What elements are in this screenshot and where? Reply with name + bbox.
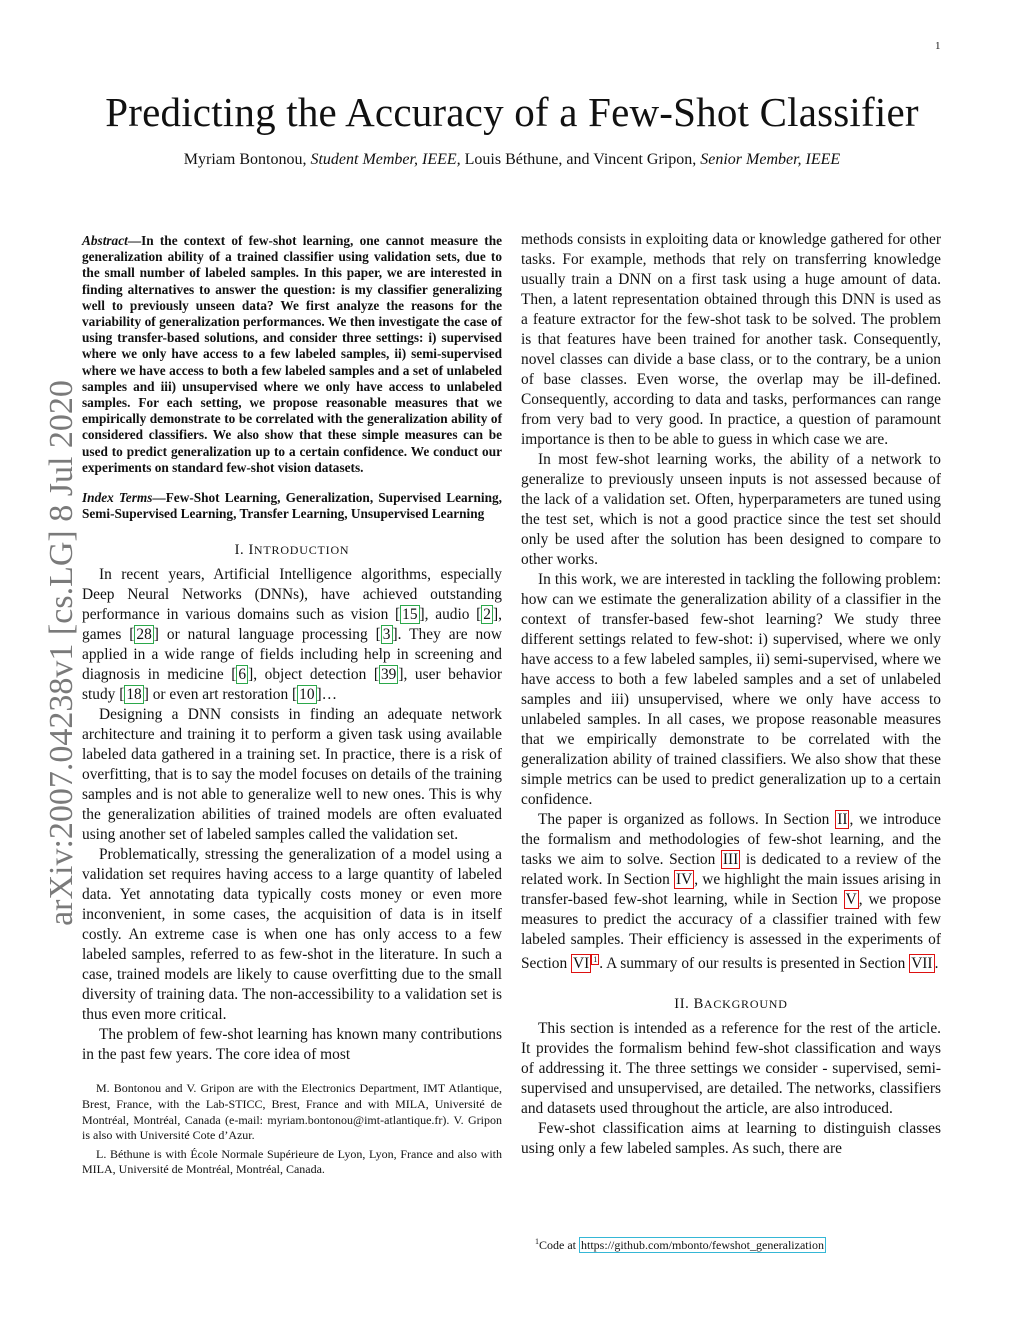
- footnote-mark-1[interactable]: 1: [593, 955, 598, 964]
- citation-6[interactable]: 6: [238, 666, 247, 684]
- text-run: , we introduce the formalism and methodologies of few-shot learning, and the tasks we aim to solve. Section: [521, 811, 942, 868]
- abstract: [82, 233, 502, 476]
- abstract-text: —In the context of few-shot learning, one cannot measure the generalization ability of a trained classifier using validation sets, due to the small number of labeled samples. In this paper, we are interested in finding alternatives to answer the question: is my classifier generalizing well to previously unseen data? We first analyze the reasons for the variability of generalization performances. We then investigate the case of using transfer-based solutions, and consider three settings: i) supervised where we only have access to a few labeled samples, ii) semi-supervised where we have access to both a few labeled samples and a set of unlabeled samples and iii) unsupervised where we only have access to unlabeled samples. For each setting, we propose reasonable measures that we empirically demonstrate to be correlated with the generalization ability of considered classifiers. We also show that these simple measures can be used to predict generalization up to a certain confidence. We conduct our experiments on standard few-shot vision datasets.: [82, 233, 502, 475]
- text-run: ], games [: [82, 606, 502, 644]
- text-run: , we propose measures to predict the accuracy of a classifier trained with few labeled samples. Their efficiency is assessed in the experiments of Section: [521, 891, 941, 973]
- background-paragraph-2: Few-shot classification aims at learning to distinguish classes using only a few labeled samples. As such, there are: [521, 1120, 941, 1158]
- right-paragraph-1: methods consists in exploiting data or knowledge gathered for other tasks. For example, methods that rely on transferring knowledge usually train a DNN on a first task using a huge amount of data. Then, a latent representation obtained through this DNN is used as a feature extractor for the few-shot task to be solved. The problem is that features have been trained for another task. Consequently, novel classes can divide a base class, or to the contrary, be a union of base classes. Even worse, the overlap may be ill-defined. Consequently, according to data and tasks, performances can range from very bad to very good. In practice, a question of paramount importance is then to be able to guess in which case we are.: [521, 231, 941, 448]
- arxiv-identifier-stamp[interactable]: arXiv:2007.04238v1 [cs.LG] 8 Jul 2020: [43, 380, 80, 926]
- background-paragraph-1: This section is intended as a reference for the rest of the article. It provides the formalism behind few-shot classification and ways of addressing it. The three settings we consider - supervised, semi-supervised and unsupervised, are detailed. The networks, classifiers and datasets used throughout the article, are also introduced.: [521, 1020, 941, 1118]
- affiliation-footnote-1: M. Bontonou and V. Gripon are with the Electronics Department, IMT Atlantique, Brest, France, with the Lab-STICC, Brest, France and with MILA, Université de Montréal, Montréal, Canada (e-mail: myriam.bontonou@imt-atlantique.fr). V. Gripon is also with Université Cote d’Azur.: [82, 1081, 502, 1143]
- citation-2[interactable]: 2: [483, 606, 491, 624]
- intro-paragraph-3: Problematically, stressing the generalization of a model using a validation set requires having access to a large quantity of labeled data. Yet annotating data typically costs money or even more inconvenient, in some cases, the acquisition of data is in itself costly. An extreme case is when one has only access to a few labeled samples, referred to as few-shot in the literature. In such a case, trained models are likely to cause overfitting due to the small diversity of training data. The non-accessibility to a validation set is thus even more critical.: [82, 846, 502, 1024]
- section-link-ii[interactable]: II: [837, 811, 848, 828]
- intro-heading-rest: NTRODUCTION: [253, 543, 350, 558]
- affiliation-footnote-2: L. Béthune is with École Normale Supérieure de Lyon, Lyon, France and also with MILA, Université de Montréal, Montréal, Canada.: [82, 1146, 502, 1177]
- code-footnote-label: Code at: [539, 1238, 579, 1252]
- citation-28[interactable]: 28: [136, 626, 152, 644]
- text-run: ]…: [316, 686, 338, 704]
- citation-10[interactable]: 10: [299, 686, 315, 704]
- citation-15[interactable]: 15: [402, 606, 418, 624]
- index-terms-text: —Few-Shot Learning, Generalization, Supervised Learning, Semi-Supervised Learning, Transfer Learning, Unsupervised Learning: [82, 490, 502, 522]
- index-terms: [82, 490, 502, 522]
- text-run: ] or even art restoration [: [143, 686, 298, 704]
- abstract-label: Abstract: [82, 233, 128, 248]
- intro-paragraph-4: The problem of few-shot learning has known many contributions in the past few years. The core idea of most: [82, 1026, 502, 1064]
- right-paragraph-2: In most few-shot learning works, the ability of a network to generalize to previously unseen inputs is not assessed because of the lack of a validation set. Often, hyperparameters are tuned using the test set, which is not a good practice since the test set should only be used after the solution has been designed to compare to other works.: [521, 451, 941, 568]
- citation-3[interactable]: 3: [382, 626, 391, 644]
- background-heading-rest: ACKGROUND: [703, 997, 788, 1012]
- paper-organization-paragraph: [521, 810, 941, 974]
- background-heading-numeral: II. B: [674, 996, 704, 1013]
- code-repository-link[interactable]: https://github.com/mbonto/fewshot_generalization: [581, 1238, 824, 1252]
- code-footnote-mark: 1: [535, 1237, 539, 1246]
- code-footnote: [521, 1234, 941, 1254]
- section-link-iii[interactable]: III: [722, 851, 739, 868]
- text-run: ] or natural language processing [: [153, 626, 381, 644]
- text-run: .: [934, 955, 939, 973]
- page-number: 1: [935, 40, 941, 52]
- citation-18[interactable]: 18: [126, 686, 142, 704]
- author-bethune-gripon: Louis Béthune, and Vincent Gripon,: [464, 151, 697, 168]
- paper-title: Predicting the Accuracy of a Few-Shot Classifier: [105, 89, 919, 135]
- intro-paragraph-2: Designing a DNN consists in finding an adequate network architecture and training it to perform a given task using available labeled data gathered in a training set. In practice, there is a risk of overfitting, that is to say the model focuses on details of the training samples and is not able to generalize well to new ones. This is why the generalization abilities of trained models are often evaluated using another set of labeled samples called the validation set.: [82, 706, 502, 844]
- citation-39[interactable]: 39: [380, 666, 397, 684]
- text-run: ]. They are now applied in a wide range of fields including help in screening and diagnosis in medicine [: [82, 626, 502, 684]
- section-heading-background: [521, 996, 941, 1013]
- section-link-vii[interactable]: VII: [911, 955, 933, 973]
- author-bontonou-role: Student Member, IEEE,: [310, 151, 461, 168]
- section-heading-introduction: [82, 542, 502, 559]
- author-bontonou: Myriam Bontonou,: [183, 151, 307, 168]
- index-terms-label: Index Terms: [82, 490, 153, 506]
- section-link-iv[interactable]: IV: [676, 871, 693, 888]
- right-column: [521, 230, 941, 1159]
- section-link-v[interactable]: V: [845, 891, 857, 908]
- text-run: ], object detection [: [248, 666, 379, 684]
- author-line: [0, 151, 1024, 169]
- author-gripon-role: Senior Member, IEEE: [700, 151, 841, 168]
- right-paragraph-3: In this work, we are interested in tackling the following problem: how can we estimate the generalization ability of a classifier in the context of transfer-based few-shot learning? We study three different settings related to few-shot: i) supervised, where we only have access to a few labeled samples, ii) semi-supervised, where we have access to both a few labeled samples and a set of unlabeled samples and iii) unsupervised, where we only have access to unlabeled samples. In all cases, we propose reasonable measures that we empirically demonstrate to be correlated with the generalization ability of trained classifiers. We also show that these simple metrics can be used to predict generalization up to a certain confidence.: [521, 571, 941, 808]
- section-link-vi[interactable]: VI: [573, 955, 590, 973]
- text-run: is dedicated to a review of the related work. In Section: [521, 851, 941, 888]
- text-run: . A summary of our results is presented in Section: [599, 955, 910, 973]
- intro-paragraph-1: [82, 565, 502, 705]
- left-column: [82, 230, 502, 1178]
- text-run: ], audio [: [419, 606, 482, 624]
- text-run: ], user behavior study [: [82, 666, 503, 704]
- intro-heading-numeral: I. I: [234, 542, 254, 559]
- text-run: , we highlight the main issues arising in transfer-based few-shot learning, while in Section: [521, 871, 941, 908]
- text-run: The paper is organized as follows. In Section: [538, 811, 836, 828]
- text-run: In recent years, Artificial Intelligence algorithms, especially Deep Neural Networks (DNNs), have achieved outstanding performance in various domains such as vision [: [82, 566, 502, 624]
